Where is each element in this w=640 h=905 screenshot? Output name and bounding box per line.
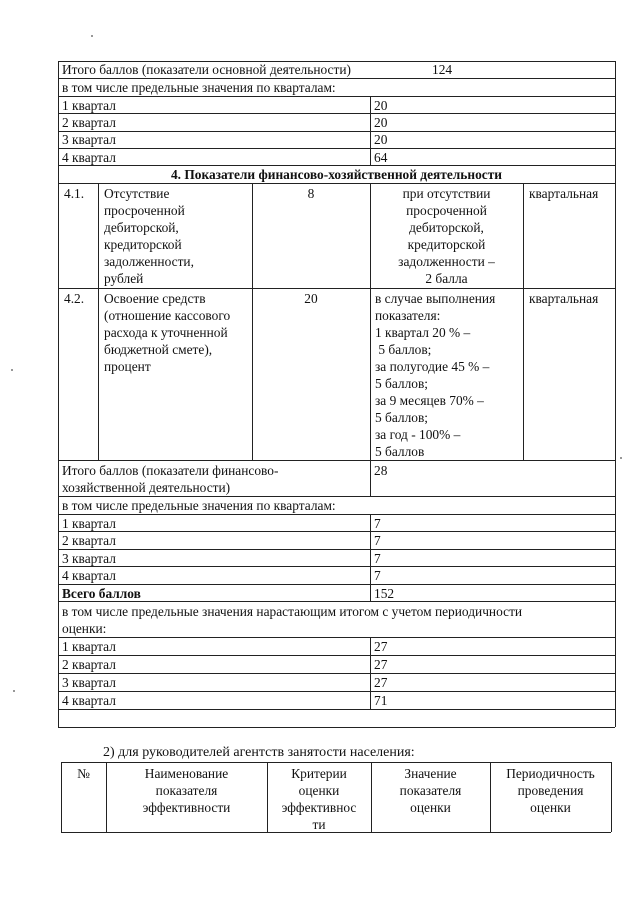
table-rule xyxy=(58,566,615,567)
limits-by-quarter-label: в том числе предельные значения по кварталам: xyxy=(62,498,336,513)
table-rule xyxy=(98,183,99,460)
scan-speck xyxy=(13,690,15,692)
summary-main-label: Итого баллов (показатели основной деятельности) xyxy=(62,62,351,77)
table-rule xyxy=(58,691,615,692)
header-name: показателя xyxy=(155,783,218,798)
table-rule xyxy=(58,727,615,728)
scan-speck xyxy=(11,369,13,371)
table-rule xyxy=(370,96,371,165)
fin-quarter-value: 7 xyxy=(374,533,381,548)
table-rule xyxy=(61,762,611,763)
row41-criteria: дебиторской, xyxy=(409,220,484,235)
table-rule xyxy=(58,655,615,656)
header-period: оценки xyxy=(530,800,571,815)
header-name: эффективности xyxy=(142,800,231,815)
main-quarter-label: 4 квартал xyxy=(62,150,116,165)
cumulative-quarter-value: 27 xyxy=(374,657,388,672)
row41-period: квартальная xyxy=(529,186,599,201)
row42-name: бюджетной смете), xyxy=(104,342,213,357)
row42-criteria: 1 квартал 20 % – xyxy=(375,325,471,340)
row42-criteria: показателя: xyxy=(375,308,441,323)
fin-quarter-value: 7 xyxy=(374,551,381,566)
table-rule xyxy=(58,113,615,114)
row42-criteria: 5 баллов xyxy=(375,444,425,459)
fin-quarter-value: 7 xyxy=(374,516,381,531)
fin-quarter-label: 1 квартал xyxy=(62,516,116,531)
row42-number: 4.2. xyxy=(64,291,85,306)
summary-fin-label: Итого баллов (показатели финансово- xyxy=(62,463,279,478)
main-quarter-label: 1 квартал xyxy=(62,98,116,113)
main-quarter-value: 20 xyxy=(374,132,388,147)
scan-speck xyxy=(91,35,93,37)
section-subheading: 2) для руководителей агентств занятости населения: xyxy=(103,745,415,760)
cumulative-quarter-label: 3 квартал xyxy=(62,675,116,690)
row42-criteria: в случае выполнения xyxy=(375,291,496,306)
row41-name: дебиторской, xyxy=(104,220,179,235)
table-rule xyxy=(58,709,615,710)
cumulative-quarter-value: 71 xyxy=(374,693,388,708)
table-rule xyxy=(58,288,615,289)
row41-points: 8 xyxy=(307,186,315,201)
header-criteria: оценки xyxy=(298,783,340,798)
row42-criteria: за полугодие 45 % – xyxy=(375,359,490,374)
table-rule xyxy=(58,531,615,532)
row42-criteria: за 9 месяцев 70% – xyxy=(375,393,484,408)
header-value: Значение xyxy=(404,766,457,781)
row41-name: кредиторской xyxy=(104,237,182,252)
table-rule xyxy=(58,584,615,585)
row41-number: 4.1. xyxy=(64,186,85,201)
header-period: проведения xyxy=(517,783,584,798)
table-rule xyxy=(252,183,253,460)
table-rule xyxy=(370,460,371,496)
total-value: 152 xyxy=(374,586,395,601)
row41-name: рублей xyxy=(104,271,144,286)
row42-name: Освоение средств xyxy=(104,291,206,306)
main-quarter-value: 20 xyxy=(374,115,388,130)
summary-fin-label: хозяйственной деятельности) xyxy=(62,480,231,495)
header-criteria: эффективнос xyxy=(281,800,357,815)
table-rule xyxy=(58,601,615,602)
row42-criteria: 5 баллов; xyxy=(375,410,429,425)
cumulative-quarter-label: 4 квартал xyxy=(62,693,116,708)
row42-criteria: за год - 100% – xyxy=(375,427,461,442)
table-rule xyxy=(58,637,615,638)
fin-quarter-label: 3 квартал xyxy=(62,551,116,566)
limits-by-quarter-label: в том числе предельные значения по кварталам: xyxy=(62,80,336,95)
table-rule xyxy=(58,514,615,515)
table-rule xyxy=(523,183,524,460)
main-quarter-value: 20 xyxy=(374,98,388,113)
summary-main-value: 124 xyxy=(432,62,453,77)
table-rule xyxy=(58,96,615,97)
table-rule xyxy=(370,514,371,601)
summary-fin-value: 28 xyxy=(374,463,388,478)
row41-criteria: 2 балла xyxy=(425,271,468,286)
row41-criteria: кредиторской xyxy=(407,237,486,252)
cumulative-quarter-value: 27 xyxy=(374,639,388,654)
total-label: Всего баллов xyxy=(62,586,141,601)
header-value: показателя xyxy=(399,783,462,798)
header-number: № xyxy=(77,766,90,781)
main-quarter-label: 2 квартал xyxy=(62,115,116,130)
row42-name: расхода к уточненной xyxy=(104,325,228,340)
row41-criteria: при отсутствии xyxy=(402,186,491,201)
header-name: Наименование xyxy=(144,766,229,781)
table-rule xyxy=(58,460,615,461)
fin-quarter-label: 2 квартал xyxy=(62,533,116,548)
table-rule xyxy=(611,762,612,832)
row41-name: задолженности, xyxy=(104,254,194,269)
main-quarter-value: 64 xyxy=(374,150,388,165)
row41-criteria: задолженности – xyxy=(398,254,495,269)
row42-name: процент xyxy=(104,359,151,374)
cumulative-quarter-value: 27 xyxy=(374,675,388,690)
fin-quarter-label: 4 квартал xyxy=(62,568,116,583)
cumulative-quarter-label: 1 квартал xyxy=(62,639,116,654)
fin-quarter-value: 7 xyxy=(374,568,381,583)
header-period: Периодичность xyxy=(506,766,595,781)
table-rule xyxy=(58,148,615,149)
scan-speck xyxy=(620,457,622,459)
row41-name: Отсутствие xyxy=(104,186,170,201)
row41-criteria: просроченной xyxy=(406,203,487,218)
table-rule xyxy=(58,61,59,727)
table-rule xyxy=(58,549,615,550)
row42-name: (отношение кассового xyxy=(104,308,231,323)
header-criteria: ти xyxy=(312,817,326,832)
table-rule xyxy=(615,61,616,727)
main-quarter-label: 3 квартал xyxy=(62,132,116,147)
row41-name: просроченной xyxy=(104,203,185,218)
row42-criteria: 5 баллов; xyxy=(375,342,432,357)
table-rule xyxy=(58,673,615,674)
header-criteria: Критерии xyxy=(291,766,347,781)
cumulative-label: оценки: xyxy=(62,621,107,636)
row42-period: квартальная xyxy=(529,291,599,306)
table-rule xyxy=(58,183,615,184)
table-rule xyxy=(370,637,371,709)
header-value: оценки xyxy=(410,800,451,815)
cumulative-quarter-label: 2 квартал xyxy=(62,657,116,672)
row42-points: 20 xyxy=(304,291,318,306)
table-rule xyxy=(58,131,615,132)
cumulative-label: в том числе предельные значения нарастающим итогом с учетом периодичности xyxy=(62,604,523,619)
section4-title: 4. Показатели финансово-хозяйственной деятельности xyxy=(170,167,503,182)
row42-criteria: 5 баллов; xyxy=(375,376,429,391)
